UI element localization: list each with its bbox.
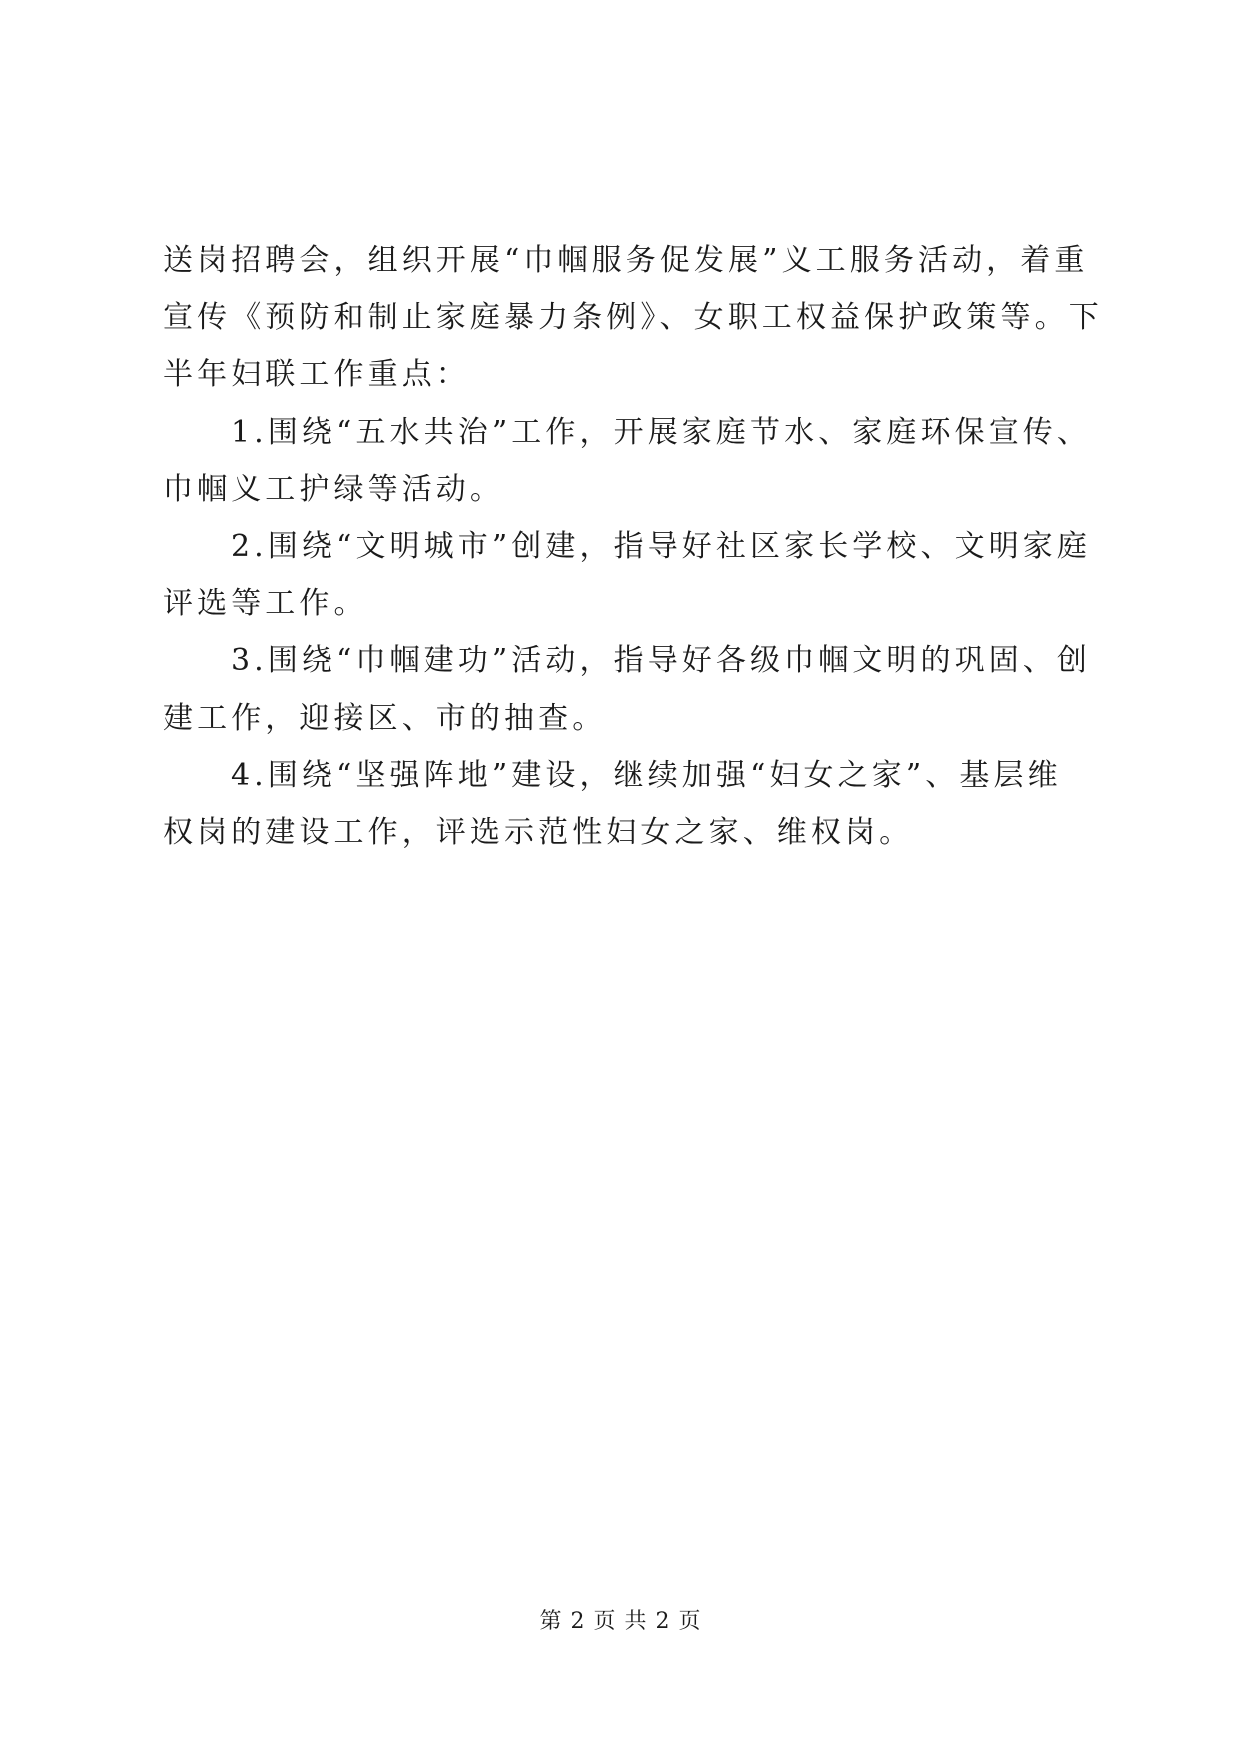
text-line: 巾帼义工护绿等活动。 (163, 471, 504, 507)
text-line: 半年妇联工作重点： (163, 357, 470, 393)
page-footer (0, 1608, 1241, 1636)
page-number: 第 2 页 共 2 页 (539, 1609, 702, 1634)
paragraph-continuation (163, 232, 1103, 404)
text-line: 宣传《预防和制止家庭暴力条例》、女职工权益保护政策等。下 (163, 300, 1103, 336)
text-line: 评选等工作。 (163, 586, 368, 622)
list-item-3 (163, 632, 1091, 746)
document-body (163, 232, 1103, 861)
list-item-2 (163, 518, 1091, 632)
text-line: 1.围绕“五水共治”工作，开展家庭节水、家庭环保宣传、 (231, 414, 1091, 450)
text-line: 2.围绕“文明城市”创建，指导好社区家长学校、文明家庭 (231, 529, 1091, 565)
text-line: 建工作，迎接区、市的抽查。 (163, 700, 607, 736)
list-item-4 (163, 747, 1083, 861)
text-line: 4.围绕“坚强阵地”建设，继续加强“妇女之家”、基层维 (231, 757, 1062, 793)
list-item-1 (163, 404, 1091, 518)
text-line: 3.围绕“巾帼建功”活动，指导好各级巾帼文明的巩固、创 (231, 643, 1091, 679)
text-line: 权岗的建设工作，评选示范性妇女之家、维权岗。 (163, 815, 914, 851)
text-line: 送岗招聘会，组织开展“巾帼服务促发展”义工服务活动，着重 (163, 243, 1089, 278)
